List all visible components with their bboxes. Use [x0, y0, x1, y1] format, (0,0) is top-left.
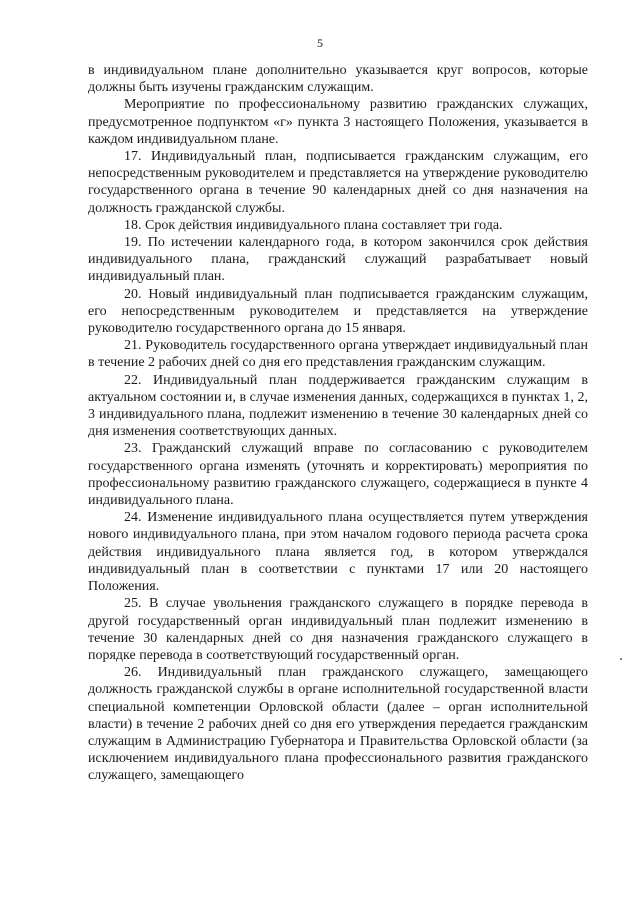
paragraph-development-measure: Мероприятие по профессиональному развитию гражданских служащих, предусмотренное подпунктом «г» пункта 3 настоящего Положения, указывается в каждом индивидуальном плане.: [88, 97, 588, 147]
paragraph-20: 20. Новый индивидуальный план подписывается гражданским служащим, его непосредственным руководителем и представляется на утверждение руководителю государственного органа до 15 января.: [88, 286, 588, 337]
paragraph-18: 18. Срок действия индивидуального плана составляет три года.: [124, 217, 503, 233]
paragraph-22: 22. Индивидуальный план поддерживается гражданским служащим в актуальном состоянии и, в случае изменения данных, содержащихся в пунктах 1, 2, 3 индивидуального плана, подлежит изменению в течение 30 календарных дней со дня изменения соответствующих данных.: [88, 372, 588, 440]
paragraph-26: 26. Индивидуальный план гражданского служащего, замещающего должность гражданской службы в органе исполнительной государственной власти специальной компетенции Орловской области (далее – орган исполнительной власти) в течение 2 рабочих дней со дня его утверждения передается гражданским служащим в Администрацию Губернатора и Правительства Орловской области (за исключением индивидуального плана профессионального развития гражданского служащего, замещающего: [88, 665, 588, 784]
paragraph-23: 23. Гражданский служащий вправе по согласованию с руководителем государственного органа изменять (уточнять и корректировать) мероприятия по профессиональному развитию гражданского служащего, содержащиеся в пункте 4 индивидуального плана.: [88, 441, 588, 509]
paragraph-17: 17. Индивидуальный план, подписывается гражданским служащим, его непосредственным руководителем и представляется на утверждение руководителю государственного органа в течение 90 календарных дней со дня назначения на должность гражданской службы.: [88, 149, 588, 216]
paragraph-continuation: в индивидуальном плане дополнительно указывается круг вопросов, которые должны быть изучены гражданским служащим.: [88, 63, 588, 96]
paragraph-21: 21. Руководитель государственного органа утверждает индивидуальный план в течение 2 рабочих дней со дня его представления гражданским служащим.: [88, 338, 588, 371]
scan-speck: [620, 658, 622, 660]
page-number: 5: [317, 36, 323, 50]
paragraph-24: 24. Изменение индивидуального плана осуществляется путем утверждения нового индивидуального плана, при этом началом годового периода расчета срока действия индивидуального плана является год, в котором утверждался индивидуальный план в соответствии с пунктами 17 или 20 настоящего Положения.: [88, 510, 588, 595]
paragraph-19: 19. По истечении календарного года, в котором закончился срок действия индивидуального плана, гражданский служащий разрабатывает новый индивидуальный план.: [88, 235, 588, 285]
document-body: [88, 62, 588, 785]
paragraph-25: 25. В случае увольнения гражданского служащего в порядке перевода в другой государственный орган индивидуальный план подлежит изменению в течение 30 календарных дней со дня назначения гражданского служащего в порядке перевода в соответствующий государственный орган.: [88, 596, 588, 663]
